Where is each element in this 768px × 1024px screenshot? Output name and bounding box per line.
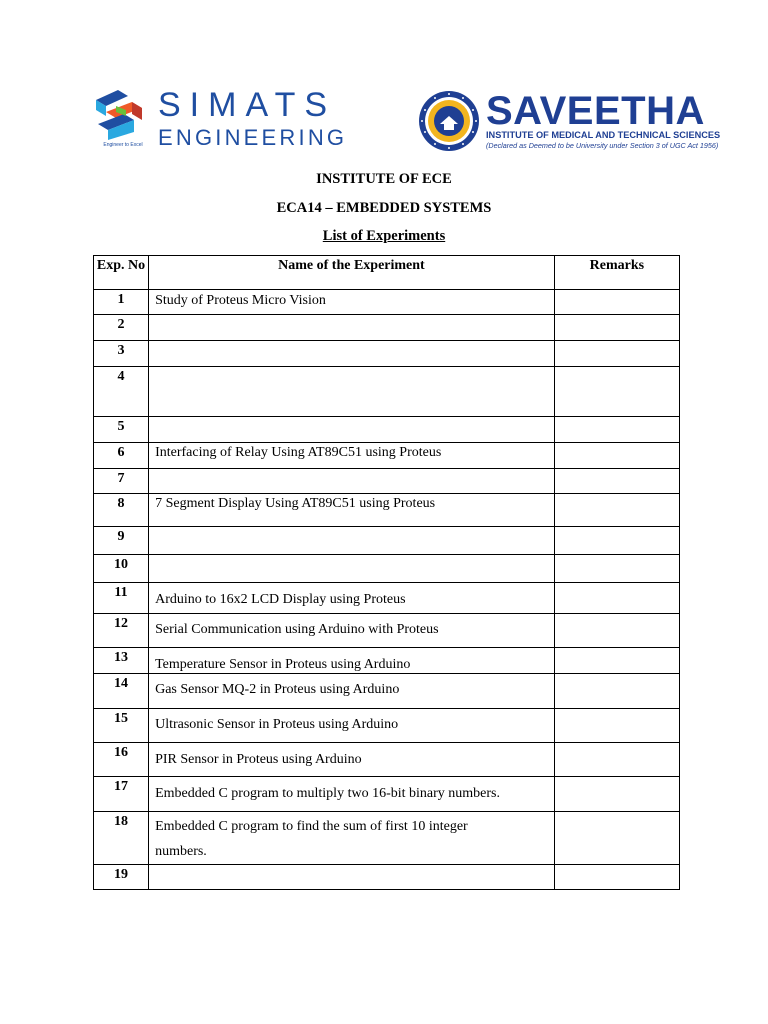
table-row <box>94 583 680 614</box>
header-remarks: Remarks <box>554 256 679 290</box>
table-row <box>94 469 680 494</box>
exp-no: 2 <box>94 315 149 341</box>
exp-remarks <box>554 469 679 494</box>
exp-remarks <box>554 494 679 527</box>
table-row <box>94 341 680 367</box>
table-row <box>94 494 680 527</box>
exp-no: 3 <box>94 341 149 367</box>
exp-name: Serial Communication using Arduino with Proteus <box>149 614 555 648</box>
exp-remarks <box>554 614 679 648</box>
saveetha-seal-icon <box>418 90 480 152</box>
exp-no: 12 <box>94 614 149 648</box>
exp-remarks <box>554 865 679 890</box>
exp-no: 9 <box>94 527 149 555</box>
table-row <box>94 648 680 674</box>
course-heading: ECA14 – EMBEDDED SYSTEMS <box>276 200 492 216</box>
exp-name <box>149 527 555 555</box>
saveetha-subtitle: INSTITUTE OF MEDICAL AND TECHNICAL SCIENCES <box>486 130 721 140</box>
table-row <box>94 614 680 648</box>
exp-no: 4 <box>94 367 149 417</box>
exp-name: Arduino to 16x2 LCD Display using Proteus <box>149 583 555 614</box>
exp-no: 18 <box>94 812 149 865</box>
simats-subword: ENGINEERING <box>158 125 348 150</box>
table-row <box>94 865 680 890</box>
exp-no: 5 <box>94 417 149 443</box>
exp-name <box>149 367 555 417</box>
list-title: List of Experiments <box>322 228 446 244</box>
exp-name: Embedded C program to multiply two 16-bit binary numbers. <box>149 777 555 812</box>
exp-no: 6 <box>94 443 149 469</box>
table-row <box>94 367 680 417</box>
exp-remarks <box>554 812 679 865</box>
exp-no: 10 <box>94 555 149 583</box>
table-row <box>94 812 680 865</box>
exp-remarks <box>554 367 679 417</box>
exp-no: 17 <box>94 777 149 812</box>
table-row <box>94 555 680 583</box>
table-header-row <box>94 256 680 290</box>
table-row <box>94 443 680 469</box>
saveetha-declaration: (Declared as Deemed to be University under Section 3 of UGC Act 1956) <box>486 141 719 150</box>
exp-no: 14 <box>94 674 149 709</box>
header-experiment-name: Name of the Experiment <box>149 256 555 290</box>
exp-name: PIR Sensor in Proteus using Arduino <box>149 743 555 777</box>
exp-name: Temperature Sensor in Proteus using Arduino <box>149 648 555 674</box>
table-row <box>94 417 680 443</box>
experiments-table <box>93 255 680 890</box>
table-row <box>94 674 680 709</box>
exp-no: 1 <box>94 290 149 315</box>
exp-remarks <box>554 290 679 315</box>
exp-name: Interfacing of Relay Using AT89C51 using Proteus <box>149 443 555 469</box>
exp-name <box>149 315 555 341</box>
exp-name: Ultrasonic Sensor in Proteus using Arduino <box>149 709 555 743</box>
exp-remarks <box>554 443 679 469</box>
exp-no: 19 <box>94 865 149 890</box>
exp-no: 15 <box>94 709 149 743</box>
table-row <box>94 315 680 341</box>
saveetha-wordmark: SAVEETHA <box>486 89 705 133</box>
table-row <box>94 709 680 743</box>
exp-name <box>149 417 555 443</box>
simats-emblem-icon <box>92 86 148 142</box>
exp-remarks <box>554 315 679 341</box>
exp-no: 11 <box>94 583 149 614</box>
exp-name <box>149 865 555 890</box>
exp-name: Gas Sensor MQ-2 in Proteus using Arduino <box>149 674 555 709</box>
saveetha-logo <box>418 89 721 152</box>
exp-name: Embedded C program to find the sum of first 10 integer numbers. <box>149 812 555 865</box>
table-row <box>94 527 680 555</box>
exp-name <box>149 555 555 583</box>
simats-wordmark: SIMATS <box>158 86 337 124</box>
exp-no: 7 <box>94 469 149 494</box>
exp-name <box>149 341 555 367</box>
table-row <box>94 290 680 315</box>
exp-remarks <box>554 777 679 812</box>
exp-remarks <box>554 583 679 614</box>
exp-remarks <box>554 743 679 777</box>
exp-no: 13 <box>94 648 149 674</box>
exp-remarks <box>554 527 679 555</box>
simats-tagline: Engineer to Excel <box>103 142 143 148</box>
exp-remarks <box>554 674 679 709</box>
exp-remarks <box>554 417 679 443</box>
exp-remarks <box>554 648 679 674</box>
exp-no: 8 <box>94 494 149 527</box>
exp-no: 16 <box>94 743 149 777</box>
exp-remarks <box>554 709 679 743</box>
exp-name: Study of Proteus Micro Vision <box>149 290 555 315</box>
simats-logo <box>92 86 348 152</box>
exp-name: 7 Segment Display Using AT89C51 using Proteus <box>149 494 555 527</box>
header-exp-no: Exp. No <box>94 256 149 290</box>
exp-remarks <box>554 555 679 583</box>
institute-heading: INSTITUTE OF ECE <box>316 171 452 187</box>
exp-remarks <box>554 341 679 367</box>
table-row <box>94 743 680 777</box>
table-row <box>94 777 680 812</box>
exp-name <box>149 469 555 494</box>
